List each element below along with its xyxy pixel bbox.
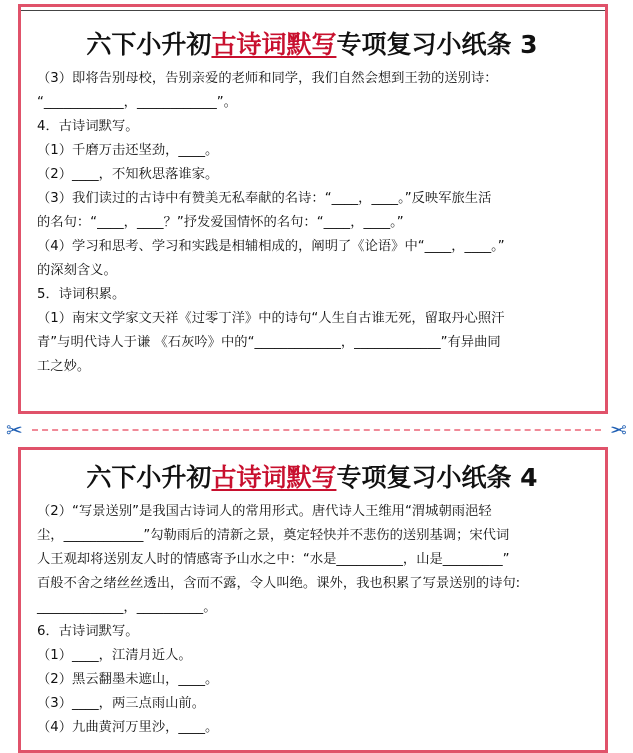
dashed-divider — [32, 429, 601, 431]
text-line: 青”与明代诗人于谦 《石灰吟》中的“_____________，_____________”有异曲同 — [37, 335, 501, 350]
text-line: “____________，____________”。 — [37, 95, 237, 110]
card-title — [37, 458, 587, 494]
text-line: （3）我们读过的古诗中有赞美无私奉献的名诗：“____，____。”反映军旅生活 — [37, 191, 492, 206]
text-line: 6．古诗词默写。 — [37, 624, 139, 639]
title-prefix: 六下小升初 — [86, 30, 212, 59]
top-rule — [21, 10, 605, 11]
text-line: （1）南宋文学家文天祥《过零丁洋》中的诗句“人生自古谁无死，留取丹心照汗 — [37, 311, 505, 326]
text-line: （4）九曲黄河万里沙，____。 — [37, 720, 219, 735]
text-line: （3）____，两三点雨山前。 — [37, 696, 206, 711]
title-highlight: 古诗词默写 — [211, 463, 337, 492]
text-line: 的深刻含义。 — [37, 263, 117, 278]
text-line: （2）____，不知秋思落谁家。 — [37, 167, 219, 182]
card-title — [37, 25, 587, 61]
text-line: （2）黑云翻墨未遮山，____。 — [37, 672, 219, 687]
text-line: 人王观却将送别友人时的情感寄予山水之中：“水是__________，山是_________” — [37, 552, 510, 567]
text-line: _____________，__________。 — [37, 600, 217, 615]
text-line: 工之妙。 — [37, 359, 91, 374]
title-suffix: 专项复习小纸条 3 — [336, 30, 538, 59]
title-suffix: 专项复习小纸条 4 — [336, 463, 538, 492]
title-highlight: 古诗词默写 — [211, 30, 337, 59]
text-line: 百般不舍之绪丝丝透出，含而不露，令人叫绝。课外，我也积累了写景送别的诗句: — [37, 576, 521, 591]
note-card-4 — [18, 447, 608, 753]
text-line: 尘，____________”勾勒雨后的清新之景，奠定轻快并不悲伤的送别基调；宋代词 — [37, 528, 510, 543]
text-line: （1）____，江清月近人。 — [37, 648, 192, 663]
text-line: 的名句：“____，____？”抒发爱国情怀的名句：“____，____。” — [37, 215, 404, 230]
scissors-icon: ✂ — [610, 418, 627, 442]
cut-line — [0, 418, 633, 442]
text-line: （3）即将告别母校，告别亲爱的老师和同学，我们自然会想到王勃的送别诗： — [37, 71, 498, 86]
scissors-icon: ✂ — [6, 418, 23, 442]
note-card-3 — [18, 4, 608, 414]
card-body — [37, 67, 587, 379]
text-line: 5．诗词积累。 — [37, 287, 126, 302]
text-line: （4）学习和思考、学习和实践是相辅相成的，阐明了《论语》中“____，____。” — [37, 239, 505, 254]
text-line: （2）“写景送别”是我国古诗词人的常用形式。唐代诗人王维用“渭城朝雨浥轻 — [37, 504, 492, 519]
card-body — [37, 500, 587, 740]
text-line: 4．古诗词默写。 — [37, 119, 139, 134]
text-line: （1）千磨万击还坚劲，____。 — [37, 143, 219, 158]
title-prefix: 六下小升初 — [86, 463, 212, 492]
